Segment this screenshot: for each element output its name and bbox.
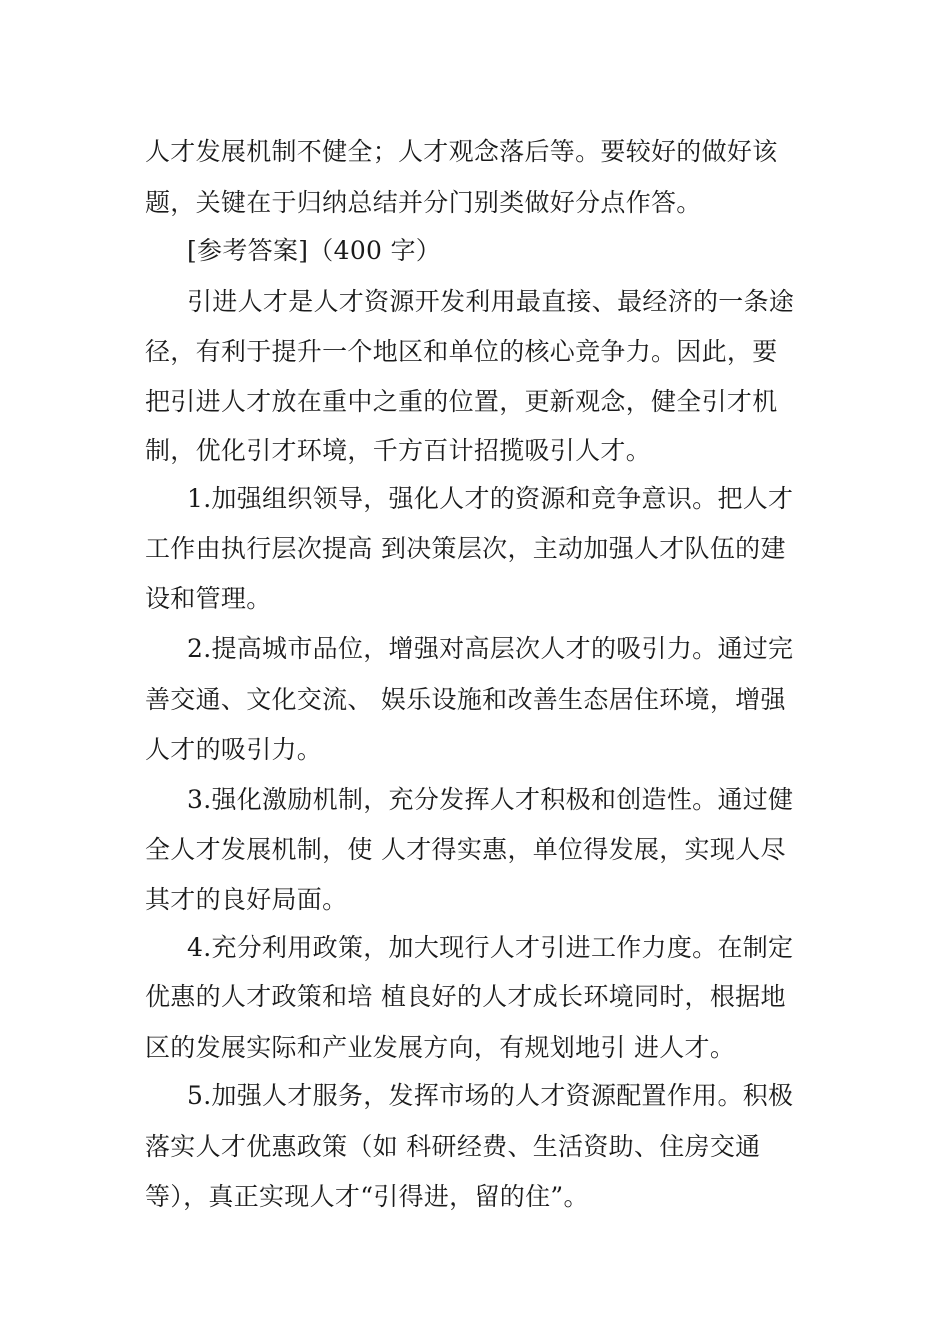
text-line: 工作由执行层次提高 到决策层次，主动加强人才队伍的建 xyxy=(145,534,786,563)
text-line: 制，优化引才环境，千方百计招揽吸引人才。 xyxy=(145,436,652,465)
text-line: 5.加强人才服务，发挥市场的人才资源配置作用。积极 xyxy=(187,1081,794,1110)
text-line: 人才发展机制不健全；人才观念落后等。要较好的做好该 xyxy=(145,137,778,166)
text-line: 引进人才是人才资源开发利用最直接、最经济的一条途 xyxy=(187,287,795,316)
text-line: 把引进人才放在重中之重的位置，更新观念，健全引才机 xyxy=(145,387,778,416)
text-line: 善交通、文化交流、 娱乐设施和改善生态居住环境，增强 xyxy=(145,685,786,714)
text-line: 其才的良好局面。 xyxy=(145,885,348,914)
text-line: 全人才发展机制，使 人才得实惠，单位得发展，实现人尽 xyxy=(145,835,786,864)
text-line: 落实人才优惠政策（如 科研经费、生活资助、住房交通 xyxy=(145,1132,761,1161)
text-line: 2.提高城市品位，增强对高层次人才的吸引力。通过完 xyxy=(187,634,794,663)
text-line: 等），真正实现人才“引得进，留的住”。 xyxy=(145,1182,589,1211)
text-line: 1.加强组织领导，强化人才的资源和竞争意识。把人才 xyxy=(187,484,794,513)
text-line: 3.强化激励机制，充分发挥人才积极和创造性。通过健 xyxy=(187,785,794,814)
text-line: 人才的吸引力。 xyxy=(145,735,323,764)
text-line: 4.充分利用政策，加大现行人才引进工作力度。在制定 xyxy=(187,933,794,962)
answer-heading: [参考答案]（400 字） xyxy=(187,236,442,265)
text-line: 优惠的人才政策和培 植良好的人才成长环境同时，根据地 xyxy=(145,982,786,1011)
text-line: 区的发展实际和产业发展方向，有规划地引 进人才。 xyxy=(145,1033,736,1062)
text-line: 题，关键在于归纳总结并分门别类做好分点作答。 xyxy=(145,188,702,217)
text-line: 径，有利于提升一个地区和单位的核心竞争力。因此，要 xyxy=(145,337,778,366)
text-line: 设和管理。 xyxy=(145,584,272,613)
